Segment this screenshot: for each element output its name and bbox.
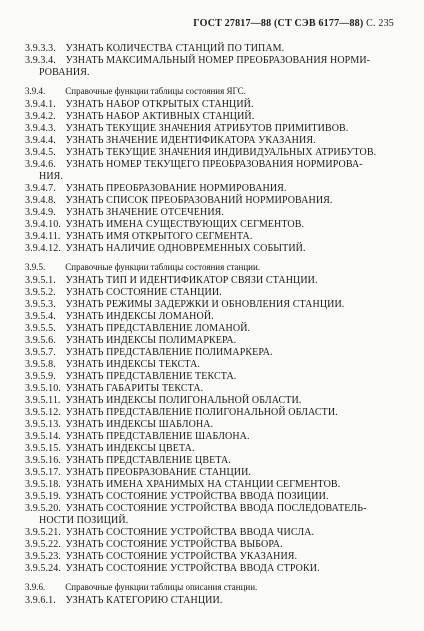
item-number: 3.9.5.18.	[25, 479, 61, 490]
item-text: УЗНАТЬ СОСТОЯНИЕ УСТРОЙСТВА ВВОДА ПОСЛЕДОВАТЕЛЬ-	[65, 503, 367, 514]
list-item	[25, 431, 397, 443]
item-text: УЗНАТЬ ТЕКУЩИЕ ЗНАЧЕНИЯ ИНДИВИДУАЛЬНЫХ АТРИБУТОВ.	[65, 147, 377, 158]
item-continuation: РОВАНИЯ.	[39, 67, 90, 78]
item-continuation: НИЯ.	[39, 171, 64, 182]
list-item	[25, 395, 397, 407]
item-text: УЗНАТЬ ЗНАЧЕНИЕ ИДЕНТИФИКАТОРА УКАЗАНИЯ.	[65, 135, 316, 146]
list-item	[25, 135, 397, 147]
list-item	[25, 243, 397, 255]
list-item	[25, 383, 397, 395]
item-number: 3.9.5.2.	[25, 287, 56, 298]
header-standard: ГОСТ 27817—88 (СТ СЭВ 6177—88)	[193, 18, 364, 29]
item-text: УЗНАТЬ СОСТОЯНИЕ УСТРОЙСТВА ВВОДА СТРОКИ.	[65, 563, 320, 574]
list-item	[25, 207, 397, 219]
item-number: 3.9.5.14.	[25, 431, 61, 442]
item-text: УЗНАТЬ ПРЕДСТАВЛЕНИЕ ЦВЕТА.	[65, 455, 231, 466]
page-header	[193, 18, 394, 29]
item-text: УЗНАТЬ ПРЕДСТАВЛЕНИЕ ШАБЛОНА.	[65, 431, 250, 442]
item-text: УЗНАТЬ СОСТОЯНИЕ УСТРОЙСТВА ВВОДА ПОЗИЦИИ.	[65, 491, 329, 502]
item-number: 3.9.5.11.	[25, 395, 61, 406]
item-number: 3.9.5.7.	[25, 347, 56, 358]
item-number: 3.9.5.13.	[25, 419, 61, 430]
section-heading	[25, 85, 397, 97]
list-item	[25, 359, 397, 371]
item-text: УЗНАТЬ ПРЕОБРАЗОВАНИЕ СТАНЦИИ.	[65, 467, 252, 478]
list-item	[25, 183, 397, 195]
item-text: УЗНАТЬ НАБОР ОТКРЫТЫХ СТАНЦИЙ.	[65, 99, 254, 110]
list-item	[25, 371, 397, 383]
item-number: 3.9.5.9.	[25, 371, 56, 382]
list-item	[25, 147, 397, 159]
item-number: 3.9.5.23.	[25, 551, 61, 562]
item-text: УЗНАТЬ ИНДЕКСЫ ЦВЕТА.	[65, 443, 195, 454]
list-item	[25, 195, 397, 207]
header-page-number: С. 235	[366, 18, 394, 29]
list-item	[25, 503, 397, 515]
item-text: Справочные функции таблицы состояния ЯГС.	[65, 86, 246, 96]
list-item	[25, 323, 397, 335]
list-item	[25, 231, 397, 243]
item-number: 3.9.4.3.	[25, 123, 56, 134]
list-item	[25, 111, 397, 123]
item-number: 3.9.4.11.	[25, 231, 61, 242]
item-text: Справочные функции таблицы описания станции.	[65, 582, 258, 592]
item-number: 3.9.4.5.	[25, 147, 56, 158]
item-text: УЗНАТЬ ИМЕНА СУЩЕСТВУЮЩИХ СЕГМЕНТОВ.	[65, 219, 305, 230]
item-text: УЗНАТЬ СОСТОЯНИЕ УСТРОЙСТВА ВВОДА ЧИСЛА.	[65, 527, 315, 538]
document-body	[25, 43, 397, 607]
item-text: Справочные функции таблицы состояния станции.	[65, 262, 261, 272]
item-number: 3.9.5.	[25, 262, 46, 272]
item-number: 3.9.5.12.	[25, 407, 61, 418]
item-text: УЗНАТЬ ПРЕДСТАВЛЕНИЕ ТЕКСТА.	[65, 371, 237, 382]
list-item	[25, 219, 397, 231]
item-number: 3.9.3.3.	[25, 43, 56, 54]
item-text: УЗНАТЬ ИМЯ ОТКРЫТОГО СЕГМЕНТА.	[65, 231, 253, 242]
item-number: 3.9.4.2.	[25, 111, 56, 122]
item-number: 3.9.6.	[25, 582, 46, 592]
list-item	[25, 287, 397, 299]
item-text: УЗНАТЬ СОСТОЯНИЕ УСТРОЙСТВА УКАЗАНИЯ.	[65, 551, 298, 562]
item-number: 3.9.5.8.	[25, 359, 56, 370]
item-number: 3.9.5.15.	[25, 443, 61, 454]
item-text: УЗНАТЬ НОМЕР ТЕКУЩЕГО ПРЕОБРАЗОВАНИЯ НОРМИРОВА-	[65, 159, 363, 170]
item-number: 3.9.4.1.	[25, 99, 56, 110]
item-number: 3.9.4.12.	[25, 243, 61, 254]
list-item	[25, 479, 397, 491]
item-text: УЗНАТЬ ГАБАРИТЫ ТЕКСТА.	[65, 383, 204, 394]
list-item	[25, 311, 397, 323]
list-item	[25, 99, 397, 111]
item-text: УЗНАТЬ ИМЕНА ХРАНИМЫХ НА СТАНЦИИ СЕГМЕНТОВ.	[65, 479, 341, 490]
list-item	[25, 527, 397, 539]
list-item	[25, 443, 397, 455]
list-item	[25, 123, 397, 135]
item-text: УЗНАТЬ НАЛИЧИЕ ОДНОВРЕМЕННЫХ СОБЫТИЙ.	[65, 243, 306, 254]
section-heading	[25, 581, 397, 593]
item-text: УЗНАТЬ СОСТОЯНИЕ УСТРОЙСТВА ВЫБОРА.	[65, 539, 283, 550]
item-text: УЗНАТЬ КОЛИЧЕСТВА СТАНЦИЙ ПО ТИПАМ.	[65, 43, 285, 54]
item-number: 3.9.4.4.	[25, 135, 56, 146]
item-text: УЗНАТЬ ПРЕДСТАВЛЕНИЕ ПОЛИМАРКЕРА.	[65, 347, 273, 358]
list-item	[25, 539, 397, 551]
item-text: УЗНАТЬ ПРЕДСТАВЛЕНИЕ ЛОМАНОЙ.	[65, 323, 251, 334]
item-text: УЗНАТЬ ПРЕДСТАВЛЕНИЕ ПОЛИГОНАЛЬНОЙ ОБЛАСТИ.	[65, 407, 338, 418]
item-text: УЗНАТЬ СОСТОЯНИЕ СТАНЦИИ.	[65, 287, 222, 298]
list-item	[25, 55, 397, 67]
item-number: 3.9.5.6.	[25, 335, 56, 346]
item-number: 3.9.6.1.	[25, 595, 56, 606]
item-number: 3.9.4.6.	[25, 159, 56, 170]
list-item	[25, 275, 397, 287]
item-number: 3.9.5.17.	[25, 467, 61, 478]
list-item	[25, 595, 397, 607]
item-text: УЗНАТЬ ПРЕОБРАЗОВАНИЕ НОРМИРОВАНИЯ.	[65, 183, 287, 194]
item-number: 3.9.5.5.	[25, 323, 56, 334]
item-text: УЗНАТЬ ТИП И ИДЕНТИФИКАТОР СВЯЗИ СТАНЦИИ.	[65, 275, 318, 286]
item-number: 3.9.5.10.	[25, 383, 61, 394]
list-item	[25, 407, 397, 419]
item-number: 3.9.5.4.	[25, 311, 56, 322]
item-number: 3.9.4.7.	[25, 183, 56, 194]
list-item	[25, 159, 397, 171]
item-text: УЗНАТЬ МАКСИМАЛЬНЫЙ НОМЕР ПРЕОБРАЗОВАНИЯ НОРМИ-	[65, 55, 371, 66]
list-item	[25, 335, 397, 347]
list-item	[25, 347, 397, 359]
item-number: 3.9.4.10.	[25, 219, 61, 230]
item-number: 3.9.4.8.	[25, 195, 56, 206]
list-item	[25, 551, 397, 563]
item-number: 3.9.4.9.	[25, 207, 56, 218]
list-item	[25, 419, 397, 431]
item-text: УЗНАТЬ НАБОР АКТИВНЫХ СТАНЦИЙ.	[65, 111, 255, 122]
item-number: 3.9.5.22.	[25, 539, 61, 550]
item-number: 3.9.4.	[25, 86, 46, 96]
list-item	[25, 491, 397, 503]
item-number: 3.9.3.4.	[25, 55, 56, 66]
list-item	[25, 299, 397, 311]
item-text: УЗНАТЬ ИНДЕКСЫ ШАБЛОНА.	[65, 419, 214, 430]
item-number: 3.9.5.19.	[25, 491, 61, 502]
list-item	[25, 467, 397, 479]
item-text: УЗНАТЬ РЕЖИМЫ ЗАДЕРЖКИ И ОБНОВЛЕНИЯ СТАНЦИИ.	[65, 299, 345, 310]
item-text: УЗНАТЬ ЗНАЧЕНИЕ ОТСЕЧЕНИЯ.	[65, 207, 225, 218]
item-text: УЗНАТЬ ИНДЕКСЫ ТЕКСТА.	[65, 359, 201, 370]
item-number: 3.9.5.21.	[25, 527, 61, 538]
item-number: 3.9.5.16.	[25, 455, 61, 466]
item-number: 3.9.5.1.	[25, 275, 56, 286]
list-item	[25, 455, 397, 467]
item-number: 3.9.5.20.	[25, 503, 61, 514]
item-continuation: НОСТИ ПОЗИЦИЙ.	[39, 515, 129, 526]
item-text: УЗНАТЬ ИНДЕКСЫ ЛОМАНОЙ.	[65, 311, 214, 322]
section-heading	[25, 261, 397, 273]
item-text: УЗНАТЬ ТЕКУЩИЕ ЗНАЧЕНИЯ АТРИБУТОВ ПРИМИТИВОВ.	[65, 123, 349, 134]
item-text: УЗНАТЬ КАТЕГОРИЮ СТАНЦИИ.	[65, 595, 223, 606]
item-number: 3.9.5.24.	[25, 563, 61, 574]
item-number: 3.9.5.3.	[25, 299, 56, 310]
item-text: УЗНАТЬ СПИСОК ПРЕОБРАЗОВАНИЙ НОРМИРОВАНИЯ.	[65, 195, 333, 206]
item-text: УЗНАТЬ ИНДЕКСЫ ПОЛИГОНАЛЬНОЙ ОБЛАСТИ.	[65, 395, 302, 406]
item-text: УЗНАТЬ ИНДЕКСЫ ПОЛИМАРКЕРА.	[65, 335, 237, 346]
list-item	[25, 43, 397, 55]
list-item	[25, 563, 397, 575]
